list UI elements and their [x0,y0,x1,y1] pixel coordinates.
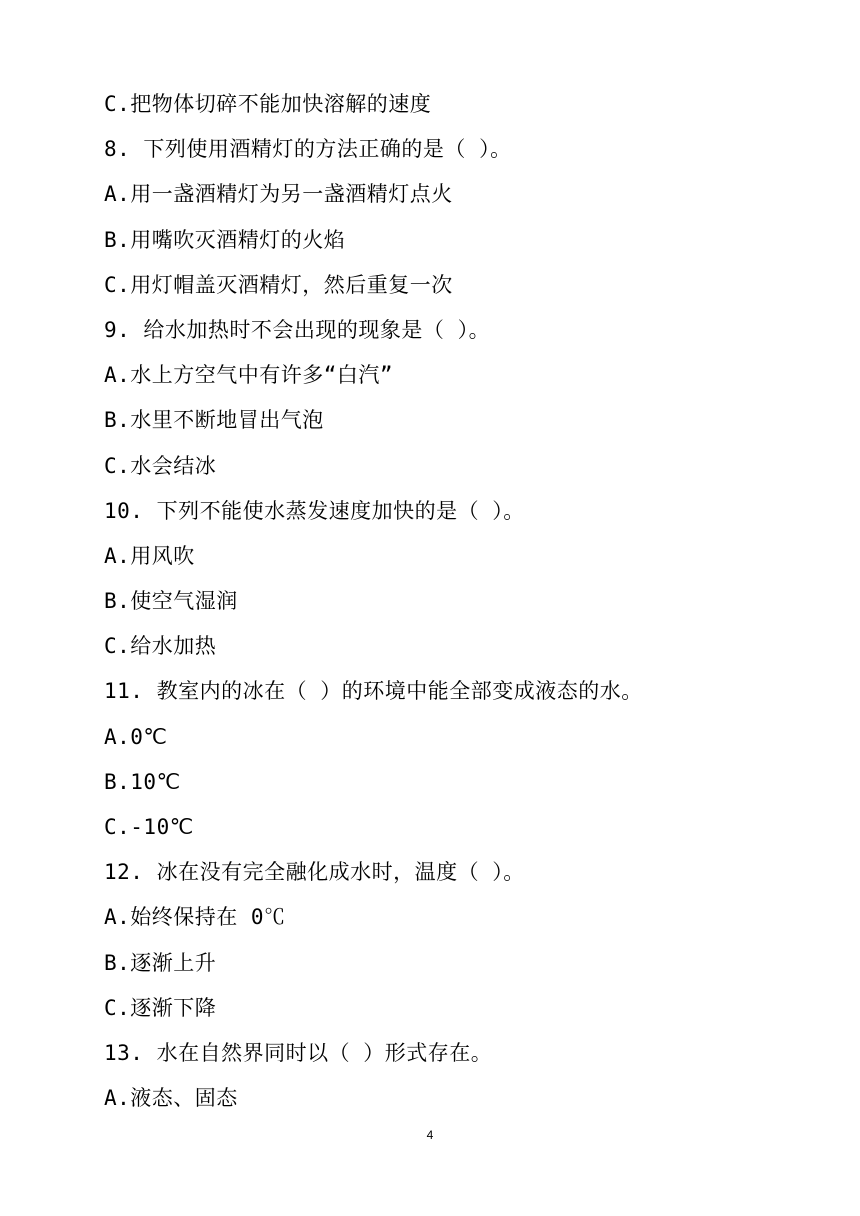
answer-option-8c: C.用灯帽盖灭酒精灯，然后重复一次 [104,272,453,297]
answer-option-12c: C.逐渐下降 [104,995,217,1020]
question-12: 12. 冰在没有完全融化成水时，温度（ ）。 [104,860,525,885]
question-10: 10. 下列不能使水蒸发速度加快的是（ ）。 [104,498,525,523]
page-number: 4 [426,1128,434,1142]
answer-option-9b: B.水里不断地冒出气泡 [104,408,324,433]
answer-option-12a: A.始终保持在 0℃ [104,905,286,930]
question-list [104,82,824,1121]
question-13: 13. 水在自然界同时以（ ）形式存在。 [104,1040,493,1065]
question-8: 8. 下列使用酒精灯的方法正确的是（ ）。 [104,137,512,162]
question-9: 9. 给水加热时不会出现的现象是（ ）。 [104,317,491,342]
answer-option-10c: C.给水加热 [104,634,217,659]
question-11: 11. 教室内的冰在（ ）的环境中能全部变成液态的水。 [104,679,643,704]
answer-option-11c: C.-10℃ [104,815,194,839]
answer-option-10a: A.用风吹 [104,543,195,568]
answer-option-9a: A.水上方空气中有许多“白汽” [104,363,394,388]
answer-option-11a: A.0℃ [104,724,168,749]
answer-option-13a: A.液态、固态 [104,1086,238,1111]
answer-option-12b: B.逐渐上升 [104,950,217,975]
answer-option-8a: A.用一盏酒精灯为另一盏酒精灯点火 [104,182,453,207]
answer-option-7c: C.把物体切碎不能加快溶解的速度 [104,92,432,116]
answer-option-8b: B.用嘴吹灭酒精灯的火焰 [104,227,346,252]
answer-option-11b: B.10℃ [104,769,181,794]
answer-option-10b: B.使空气湿润 [104,589,238,614]
answer-option-9c: C.水会结冰 [104,453,217,478]
